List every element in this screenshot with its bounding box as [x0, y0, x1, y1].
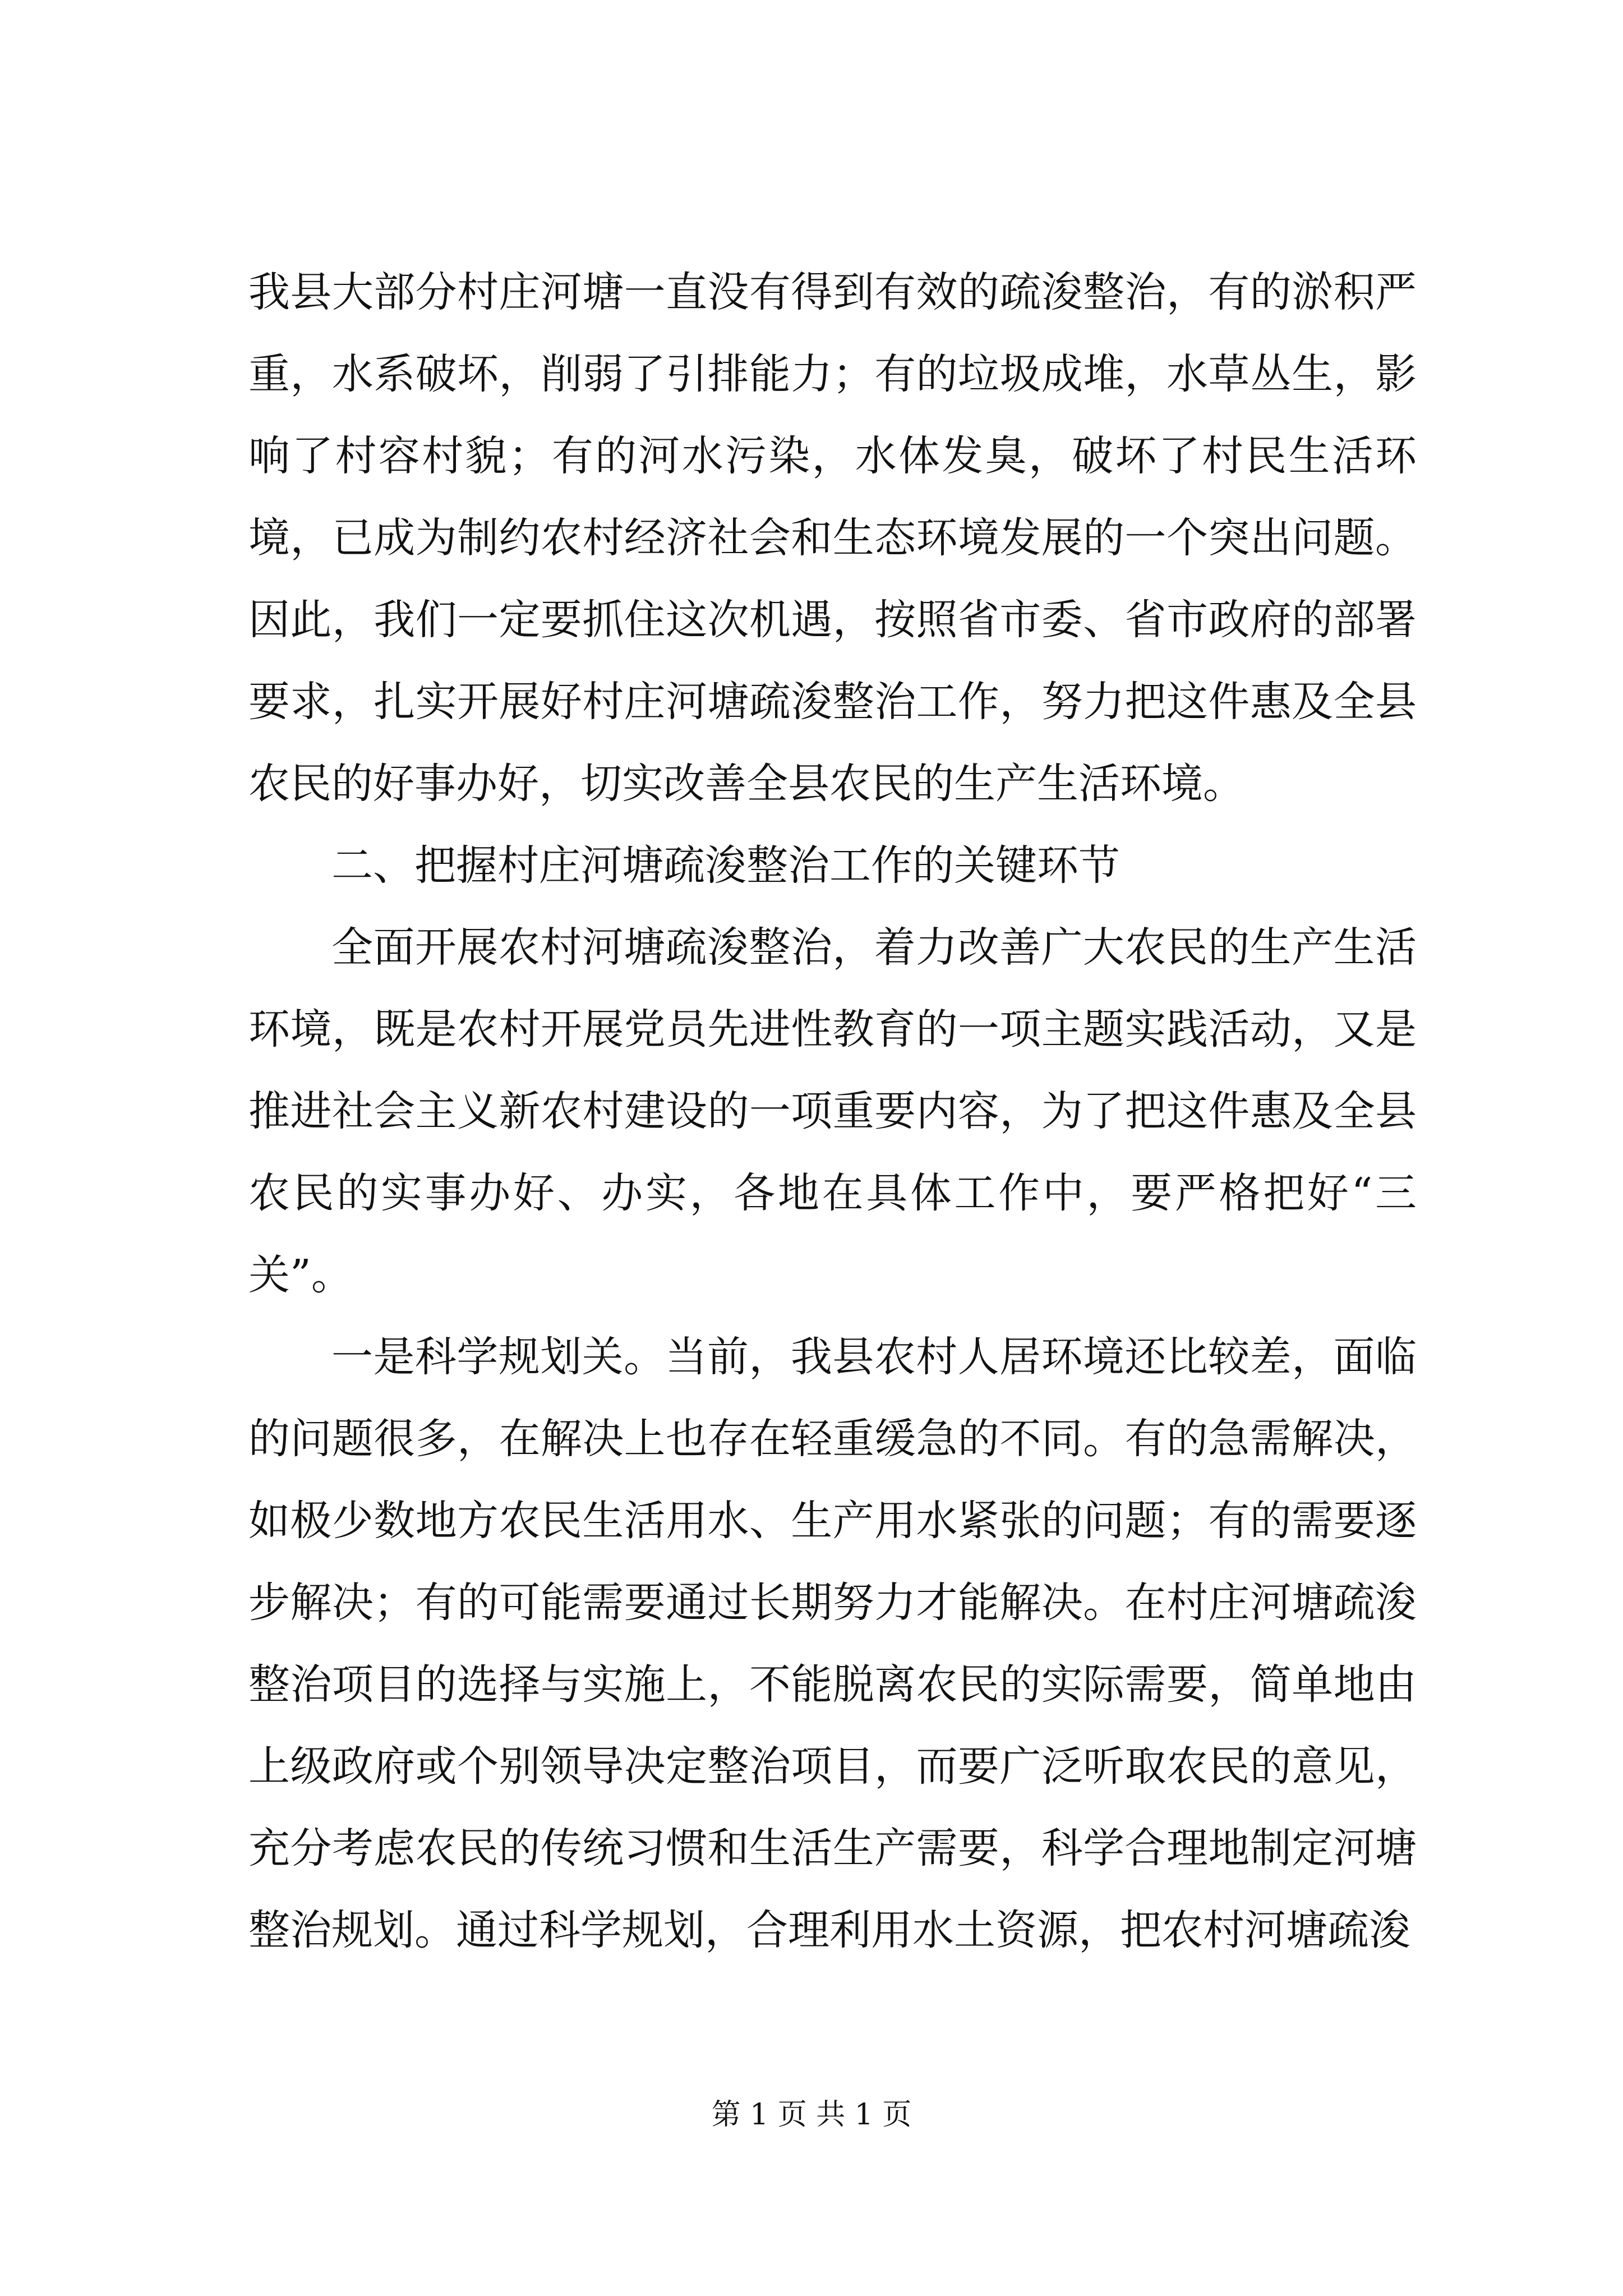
page-number-label: 第 1 页 共 1 页: [711, 2098, 912, 2132]
section-heading: 二、把握村庄河塘疏浚整治工作的关键环节: [331, 841, 1120, 890]
page-footer: [0, 2095, 1623, 2134]
document-body: [248, 251, 1417, 1971]
paragraph-three-gates-intro: 全面开展农村河塘疏浚整治，着力改善广大农民的生产生活环境，既是农村开展党员先进性教育的一项主题实践活动，又是推进社会主义新农村建设的一项重要内容，为了把这件惠及全县农民的实事办好、办实，各地在具体工作中，要严格把好“三关”。: [248, 923, 1417, 1299]
paragraph-scientific-planning: 一是科学规划关。当前，我县农村人居环境还比较差，面临的问题很多，在解决上也存在轻重缓急的不同。有的急需解决，如极少数地方农民生活用水、生产用水紧张的问题；有的需要逐步解决；有的可能需要通过长期努力才能解决。在村庄河塘疏浚整治项目的选择与实施上，不能脱离农民的实际需要，简单地由上级政府或个别领导决定整治项目，而要广泛听取农民的意见，充分考虑农民的传统习惯和生活生产需要，科学合理地制定河塘整治规划。通过科学规划，合理利用水土资源，把农村河塘疏浚: [248, 1333, 1417, 1954]
paragraph-continuation: 我县大部分村庄河塘一直没有得到有效的疏浚整治，有的淤积严重，水系破坏，削弱了引排能力；有的垃圾成堆，水草丛生，影响了村容村貌；有的河水污染，水体发臭，破坏了村民生活环境，已成为制约农村经济社会和生态环境发展的一个突出问题。因此，我们一定要抓住这次机遇，按照省市委、省市政府的部署要求，扎实开展好村庄河塘疏浚整治工作，努力把这件惠及全县农民的好事办好，切实改善全县农民的生产生活环境。: [248, 268, 1417, 808]
